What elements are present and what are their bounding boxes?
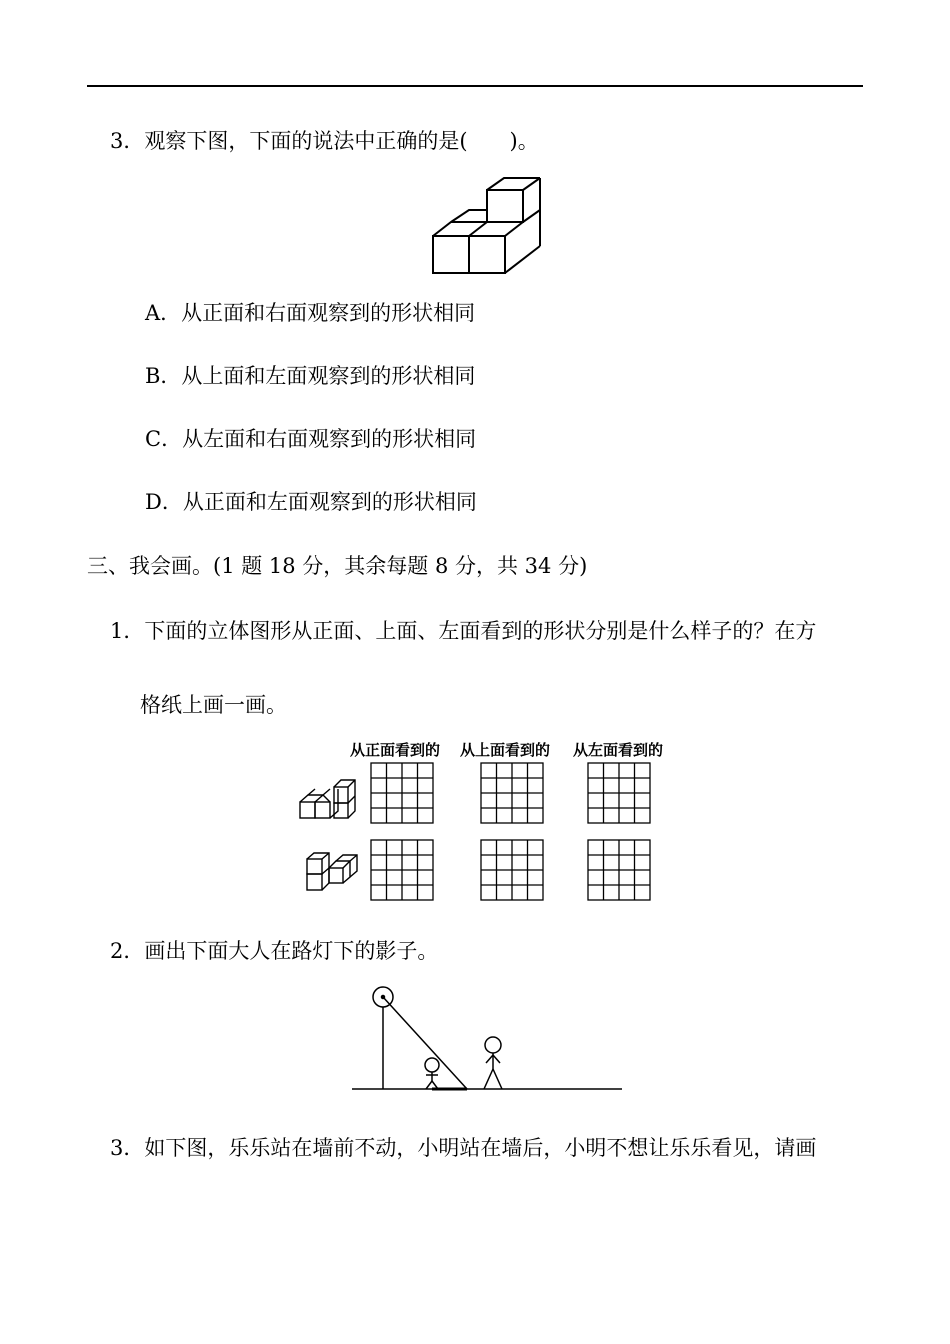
grid-row1-top xyxy=(480,762,544,824)
q3-option-a: A．从正面和右面观察到的形状相同 xyxy=(145,301,476,325)
child-figure xyxy=(425,1058,439,1072)
q3-option-c: C．从左面和右面观察到的形状相同 xyxy=(145,427,477,451)
street-lamp-figure xyxy=(350,985,625,1095)
s3-q3-text: 3．如下图，乐乐站在墙前不动，小明站在墙后，小明不想让乐乐看见，请画 xyxy=(110,1136,817,1160)
caption-left-view: 从左面看到的 xyxy=(573,741,664,759)
grid-row2-left xyxy=(587,839,651,901)
grid-row1-left xyxy=(587,762,651,824)
cube-stack-figure xyxy=(430,176,545,276)
s3-q2-text: 2．画出下面大人在路灯下的影子。 xyxy=(110,939,439,963)
caption-front-view: 从正面看到的 xyxy=(350,741,441,759)
adult-figure xyxy=(485,1037,501,1053)
solid-figure-1 xyxy=(298,775,358,821)
grid-row2-front xyxy=(370,839,434,901)
grid-row2-top xyxy=(480,839,544,901)
grid-row1-front xyxy=(370,762,434,824)
q3-option-d: D．从正面和左面观察到的形状相同 xyxy=(145,490,477,514)
q3-stem: 3．观察下图，下面的说法中正确的是( )。 xyxy=(110,129,539,153)
light-ray xyxy=(383,997,467,1089)
s3-q1-line2: 格纸上画一画。 xyxy=(140,693,287,717)
top-rule xyxy=(87,85,863,87)
caption-top-view: 从上面看到的 xyxy=(460,741,551,759)
q3-option-b: B．从上面和左面观察到的形状相同 xyxy=(145,364,476,388)
section3-heading: 三、我会画。(1 题 18 分，其余每题 8 分，共 34 分) xyxy=(87,554,588,578)
s3-q1-line1: 1．下面的立体图形从正面、上面、左面看到的形状分别是什么样子的？在方 xyxy=(110,619,817,643)
solid-figure-2 xyxy=(305,850,365,892)
